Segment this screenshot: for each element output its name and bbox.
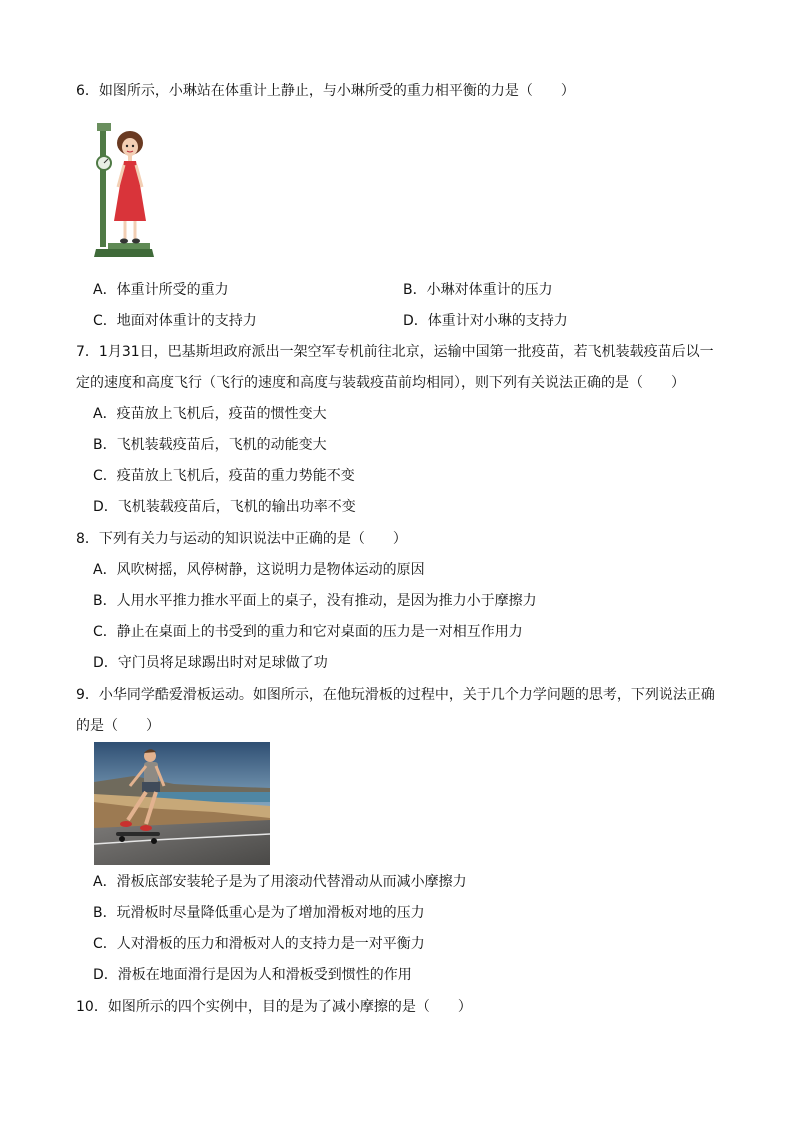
- question-6-option-c: C．地面对体重计的支持力: [93, 313, 257, 329]
- question-6-option-b: B．小琳对体重计的压力: [403, 282, 553, 298]
- question-7-option-a: A．疫苗放上飞机后，疫苗的惯性变大: [93, 406, 327, 422]
- question-8-option-a: A．风吹树摇，风停树静，这说明力是物体运动的原因: [93, 562, 425, 578]
- question-6-option-d: D．体重计对小琳的支持力: [403, 313, 568, 329]
- question-7-stem-line-2: 定的速度和高度飞行（飞行的速度和高度与装载疫苗前均相同），则下列有关说法正确的是（ ）: [76, 375, 685, 391]
- figure-skateboarder-photo: [94, 742, 270, 865]
- question-8-option-b: B．人用水平推力推水平面上的桌子，没有推动，是因为推力小于摩擦力: [93, 593, 537, 609]
- question-9-option-c: C．人对滑板的压力和滑板对人的支持力是一对平衡力: [93, 936, 425, 952]
- figure-girl-on-scale: [94, 121, 156, 259]
- question-7-option-c: C．疫苗放上飞机后，疫苗的重力势能不变: [93, 468, 355, 484]
- question-8-option-c: C．静止在桌面上的书受到的重力和它对桌面的压力是一对相互作用力: [93, 624, 523, 640]
- question-9-option-b: B．玩滑板时尽量降低重心是为了增加滑板对地的压力: [93, 905, 425, 921]
- question-7-stem-line-1: 7．1月31日，巴基斯坦政府派出一架空军专机前往北京，运输中国第一批疫苗，若飞机装载疫苗后以一: [76, 344, 714, 360]
- question-8-option-d: D．守门员将足球踢出时对足球做了功: [93, 655, 328, 671]
- question-9-stem-line-2: 的是（ ）: [76, 718, 160, 734]
- question-9-stem-line-1: 9．小华同学酷爱滑板运动。如图所示，在他玩滑板的过程中，关于几个力学问题的思考，下列说法正确: [76, 687, 715, 703]
- question-7-option-b: B．飞机装载疫苗后，飞机的动能变大: [93, 437, 327, 453]
- question-7-option-d: D．飞机装载疫苗后，飞机的输出功率不变: [93, 499, 356, 515]
- question-8-stem: 8．下列有关力与运动的知识说法中正确的是（ ）: [76, 531, 407, 547]
- question-6-stem: 6．如图所示，小琳站在体重计上静止，与小琳所受的重力相平衡的力是（ ）: [76, 83, 575, 99]
- question-6-option-a: A．体重计所受的重力: [93, 282, 229, 298]
- question-9-option-a: A．滑板底部安装轮子是为了用滚动代替滑动从而减小摩擦力: [93, 874, 467, 890]
- question-9-option-d: D．滑板在地面滑行是因为人和滑板受到惯性的作用: [93, 967, 412, 983]
- question-10-stem: 10．如图所示的四个实例中，目的是为了减小摩擦的是（ ）: [76, 999, 472, 1015]
